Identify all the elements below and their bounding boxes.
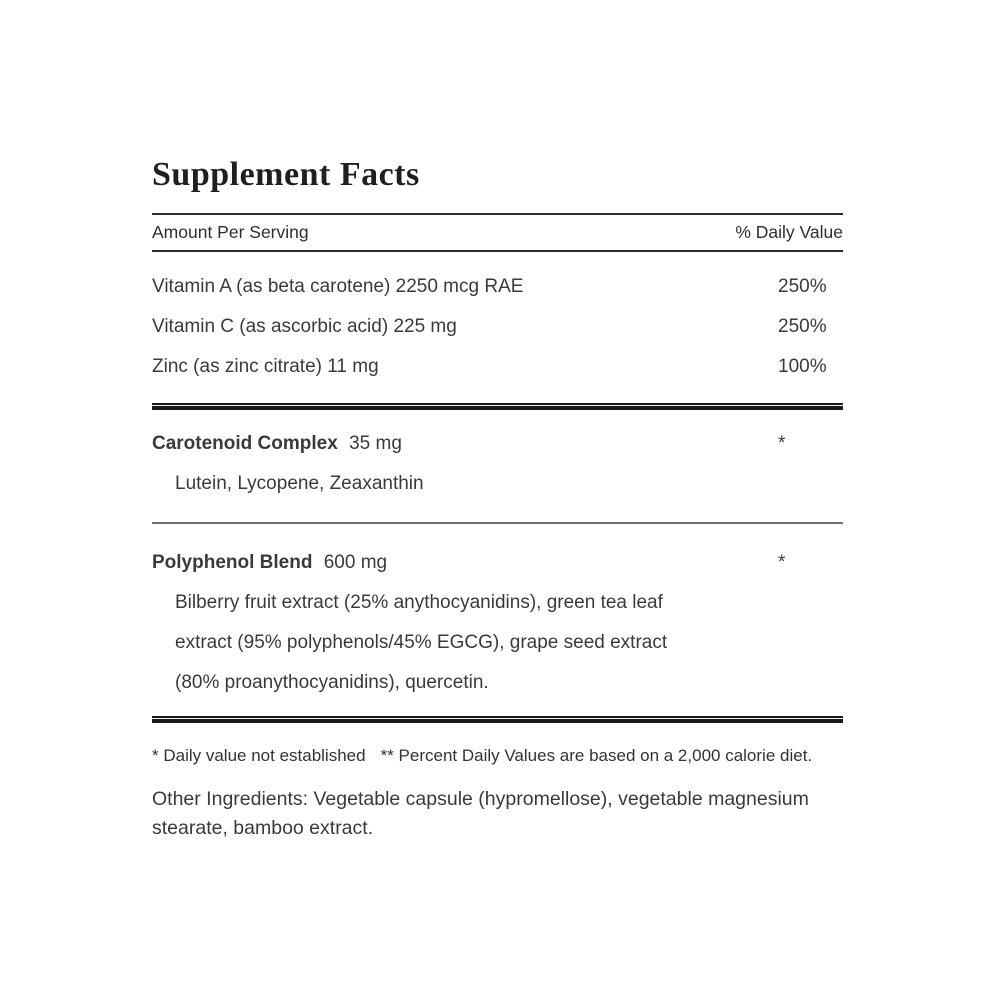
nutrient-daily-value: 250%	[778, 276, 827, 297]
table-row	[152, 267, 843, 307]
section-divider-bar	[152, 403, 843, 410]
blend-title	[152, 552, 778, 574]
daily-value-header: % Daily Value	[735, 222, 843, 242]
footnotes	[152, 743, 843, 768]
nutrient-daily-value: 250%	[778, 316, 827, 337]
footer-divider-bar	[152, 716, 843, 723]
footnote-daily-value: * Daily value not established	[152, 746, 366, 765]
blend-components: Lutein, Lycopene, Zeaxanthin	[175, 473, 424, 494]
nutrient-name: Zinc (as zinc citrate) 11 mg	[152, 356, 379, 377]
nutrient-daily-value: 100%	[778, 356, 827, 377]
mid-rule	[152, 522, 843, 524]
blend-components-line: extract (95% polyphenols/45% EGCG), grape seed extract	[175, 632, 668, 653]
supplement-facts-panel	[152, 156, 843, 843]
blend-amount: 35 mg	[349, 433, 402, 454]
footnote-percent-dv: ** Percent Daily Values are based on a 2,000 calorie diet.	[380, 746, 813, 765]
blend-section-polyphenol	[152, 543, 843, 703]
blend-title	[152, 433, 778, 455]
table-row	[152, 424, 843, 464]
nutrient-rows	[152, 267, 843, 387]
nutrient-name: Vitamin A (as beta carotene) 2250 mcg RAE	[152, 276, 524, 297]
amount-per-serving-header: Amount Per Serving	[152, 222, 309, 242]
table-header-row	[152, 215, 843, 250]
blend-section-carotenoid	[152, 424, 843, 504]
other-ingredients: Other Ingredients: Vegetable capsule (hypromellose), vegetable magnesium stearate, bamboo extract.	[152, 788, 809, 839]
blend-name: Polyphenol Blend	[152, 552, 313, 573]
blend-components-line: (80% proanythocyanidins), quercetin.	[175, 672, 489, 693]
nutrient-name: Vitamin C (as ascorbic acid) 225 mg	[152, 316, 457, 337]
panel-title: Supplement Facts	[152, 156, 420, 193]
blend-daily-value-asterisk: *	[778, 552, 786, 573]
table-row	[152, 347, 843, 387]
blend-daily-value-asterisk: *	[778, 433, 786, 454]
blend-name: Carotenoid Complex	[152, 433, 338, 454]
table-row	[152, 543, 843, 583]
blend-components-line: Bilberry fruit extract (25% anythocyanidins), green tea leaf	[175, 592, 663, 613]
table-row	[152, 307, 843, 347]
blend-amount: 600 mg	[323, 552, 388, 573]
header-bottom-rule	[152, 250, 843, 252]
